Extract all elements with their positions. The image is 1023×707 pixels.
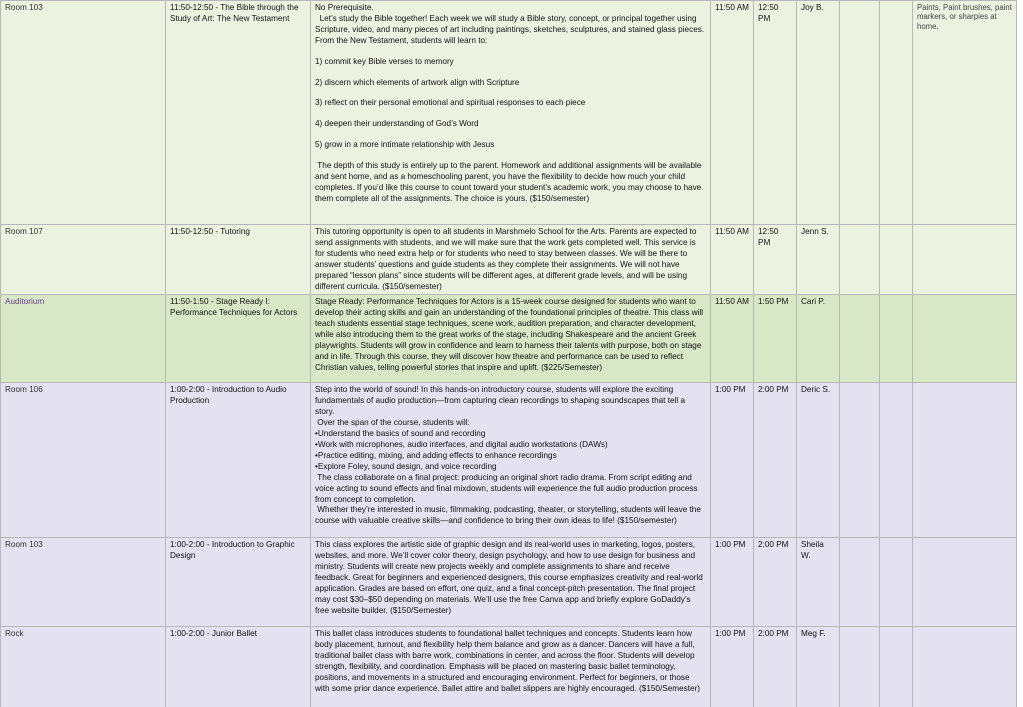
empty-cell[interactable] — [880, 383, 913, 538]
empty-cell[interactable] — [880, 627, 913, 707]
teacher-cell[interactable]: Meg F. — [797, 627, 840, 707]
teacher-cell[interactable]: Sheila W. — [797, 538, 840, 627]
teacher-cell[interactable]: Jenn S. — [797, 225, 840, 295]
empty-cell[interactable] — [880, 295, 913, 383]
description-paragraph: The class collaborate on a final project: producing an original short radio drama. From script editing and voice acting to sound effects and final mixdown, students will experience the full audio production process from concept to completion. — [315, 472, 698, 504]
start-time-cell[interactable]: 11:50 AM — [711, 225, 754, 295]
description-cell[interactable]: This class explores the artistic side of graphic design and its real-world uses in marketing, logos, posters, websites, and more. We’ll cover color theory, design psychology, and how to use design for business and ministry. Students will create new projects weekly and complete assignments to share and receive feedback. Great for beginners and experienced designers, this course emphasizes creativity and real-world application. Grades are based on effort, one quiz, and a final concept-pitch presentation. The final project may cost $30–$50 depending on materials. We’ll use the free Canva app and briefly explore GoDaddy’s free website builder. ($150/Semester) — [311, 538, 711, 627]
empty-cell[interactable] — [840, 1, 880, 225]
empty-cell[interactable] — [880, 1, 913, 225]
teacher-cell[interactable]: Deric S. — [797, 383, 840, 538]
table-row — [1, 538, 1017, 627]
list-item: • Practice editing, mixing, and adding effects to enhance recordings — [315, 451, 706, 462]
start-time-cell[interactable]: 11:50 AM — [711, 1, 754, 225]
description-paragraph: Whether they’re interested in music, filmmaking, podcasting, theater, or storytelling, students will leave the course with valuable creative skills—and confidence to bring their own ideas to life! ($150/semester) — [315, 505, 701, 526]
description-bullets — [315, 429, 706, 473]
table-row — [1, 627, 1017, 707]
teacher-cell[interactable]: Cari P. — [797, 295, 840, 383]
supplies-cell[interactable] — [913, 538, 1017, 627]
supplies-cell[interactable] — [913, 383, 1017, 538]
course-cell[interactable]: 1:00-2:00 - Introduction to Audio Production — [166, 383, 311, 538]
list-item: • Work with microphones, audio interfaces, and digital audio workstations (DAWs) — [315, 440, 706, 451]
course-cell[interactable]: 11:50-12:50 - The Bible through the Study of Art: The New Testament — [166, 1, 311, 225]
room-cell[interactable]: Room 107 — [1, 225, 166, 295]
end-time-cell[interactable]: 12:50 PM — [754, 225, 797, 295]
description-paragraph: The depth of this study is entirely up to the parent. Homework and additional assignments will be available and sent home, and as a homeschooling parent, you have the flexibility to decide how much your child completes. If you’d like this course to count toward your student’s academic work, you may choose to have them complete all of the assignments. The choice is yours. ($150/semester) — [315, 161, 702, 203]
description-paragraph: Let’s study the Bible together! Each week we will study a Bible story, concept, or principal together using Scripture, video, and many pieces of art including paintings, sketches, sculptures, and stained glass pieces. From the New Testament, students will learn to: — [315, 13, 705, 45]
list-item: • Understand the basics of sound and recording — [315, 429, 706, 440]
description-point: 4) deepen their understanding of God’s Word — [315, 119, 479, 129]
room-cell[interactable]: Room 103 — [1, 538, 166, 627]
description-cell[interactable]: This tutoring opportunity is open to all students in Marshmelo School for the Arts. Parents are expected to send assignments with students, and we will make sure that the work gets completed well. This service is for students who need extra help or for students who need to stay between classes. We will be there to answer students’ questions and guide students as they complete their assignments. We will not have prepared “lesson plans” since students will be different ages, at different grade levels, and will be using different curricula. ($150/semester) — [311, 225, 711, 295]
table-row — [1, 383, 1017, 538]
description-point: 3) reflect on their personal emotional and spiritual responses to each piece — [315, 98, 586, 108]
empty-cell[interactable] — [840, 383, 880, 538]
table-row — [1, 225, 1017, 295]
room-cell[interactable]: Rock — [1, 627, 166, 707]
room-cell[interactable]: Room 103 — [1, 1, 166, 225]
empty-cell[interactable] — [880, 538, 913, 627]
description-paragraph: Step into the world of sound! In this hands-on introductory course, students will explore the exciting fundamentals of audio production—from capturing clean recordings to shaping soundscapes that tell a story. — [315, 385, 686, 417]
description-point: 2) discern which elements of artwork align with Scripture — [315, 77, 520, 87]
table-row — [1, 1, 1017, 225]
end-time-cell[interactable]: 2:00 PM — [754, 627, 797, 707]
description-line: No Prerequisite. — [315, 3, 374, 12]
end-time-cell[interactable]: 2:00 PM — [754, 383, 797, 538]
end-time-cell[interactable]: 1:50 PM — [754, 295, 797, 383]
start-time-cell[interactable]: 1:00 PM — [711, 627, 754, 707]
description-cell[interactable]: This ballet class introduces students to foundational ballet techniques and concepts. Students learn how body placement, turnout, and flexibility help them balance and grow as a dancer. Dancers will have a full, traditional ballet class with barre work, combinations in center, and across the floor. Students will develop strength, flexibility, and coordination. Emphasis will be placed on mastering basic ballet terminology, positions, and movements in a structured and encouraging environment. Perfect for beginners, or those with some prior dance experience. Ballet attire and ballet slippers are highly encouraged. ($150/Semester) — [311, 627, 711, 707]
empty-cell[interactable] — [840, 627, 880, 707]
description-cell[interactable] — [311, 383, 711, 538]
room-cell[interactable]: Room 106 — [1, 383, 166, 538]
empty-cell[interactable] — [840, 225, 880, 295]
end-time-cell[interactable]: 12:50 PM — [754, 1, 797, 225]
description-point: 5) grow in a more intimate relationship with Jesus — [315, 140, 495, 150]
description-point: 1) commit key Bible verses to memory — [315, 56, 454, 66]
description-cell[interactable]: Stage Ready: Performance Techniques for Actors is a 15-week course designed for students who want to develop their acting skills and gain an understanding of the foundational principles of theatre. This class will teach students essential stage techniques, scene work, audition preparation, and character development, while also introducing them to the great works of the stage, including Shakespeare and the ancient Greek playwrights. Students will grow in confidence and learn to harness their talents with purpose, both on stage and in life. Through this course, they will discover how theatre and performance can be used to reflect Christian values, telling powerful stories that inspire and uplift. ($225/Semester) — [311, 295, 711, 383]
empty-cell[interactable] — [840, 538, 880, 627]
description-cell[interactable] — [311, 1, 711, 225]
supplies-cell[interactable] — [913, 295, 1017, 383]
supplies-cell[interactable] — [913, 225, 1017, 295]
supplies-cell[interactable] — [913, 627, 1017, 707]
course-cell[interactable]: 1:00-2:00 - Junior Ballet — [166, 627, 311, 707]
table-row — [1, 295, 1017, 383]
start-time-cell[interactable]: 11:50 AM — [711, 295, 754, 383]
description-paragraph: Over the span of the course, students will: — [317, 418, 470, 428]
teacher-cell[interactable]: Joy B. — [797, 1, 840, 225]
list-item: • Explore Foley, sound design, and voice recording — [315, 462, 706, 473]
start-time-cell[interactable]: 1:00 PM — [711, 383, 754, 538]
course-cell[interactable]: 11:50-1:50 - Stage Ready I: Performance Techniques for Actors — [166, 295, 311, 383]
course-cell[interactable]: 11:50-12:50 - Tutoring — [166, 225, 311, 295]
start-time-cell[interactable]: 1:00 PM — [711, 538, 754, 627]
course-cell[interactable]: 1:00-2:00 - Introduction to Graphic Design — [166, 538, 311, 627]
supplies-cell[interactable]: Paints, Paint brushes, paint markers, or sharpies at home. — [913, 1, 1017, 225]
empty-cell[interactable] — [880, 225, 913, 295]
end-time-cell[interactable]: 2:00 PM — [754, 538, 797, 627]
room-cell[interactable]: Auditorium — [1, 295, 166, 383]
empty-cell[interactable] — [840, 295, 880, 383]
